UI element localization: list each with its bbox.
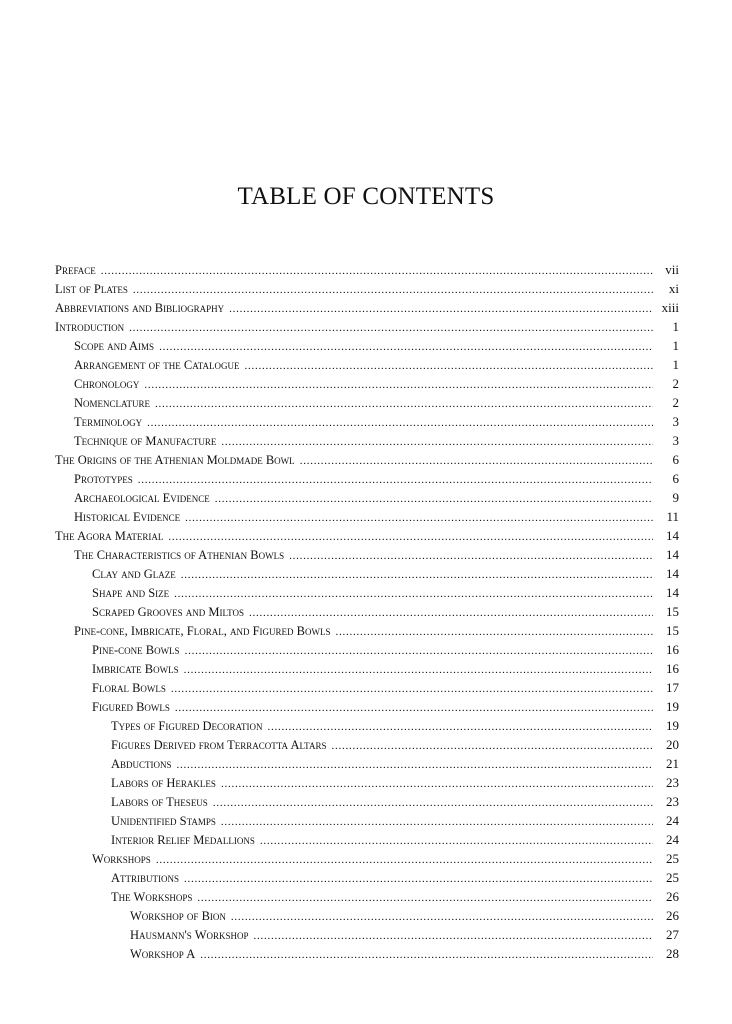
toc-entry: [55, 735, 679, 754]
dot-leader: [171, 680, 653, 699]
toc-entry: [55, 792, 679, 811]
toc-entry-label: Pine-cone Bowls: [92, 643, 180, 657]
toc-entry-page: 26: [666, 889, 679, 904]
dot-leader: [168, 528, 653, 547]
toc-entry-page: 14: [666, 547, 679, 562]
toc-entry-page: 2: [672, 395, 679, 410]
toc-entry-page: 3: [672, 433, 679, 448]
toc-entry-page: 1: [672, 338, 679, 353]
dot-leader: [289, 547, 653, 566]
toc-entry-page: 28: [666, 946, 679, 961]
toc-entry-page: 27: [666, 927, 679, 942]
toc-entry-page: 24: [666, 832, 679, 847]
toc-entry: [55, 469, 679, 488]
toc-entry: [55, 640, 679, 659]
toc-entry: [55, 298, 679, 317]
toc-entry: [55, 374, 679, 393]
dot-leader: [221, 775, 653, 794]
dot-leader: [260, 832, 653, 851]
toc-entry-label: Abbreviations and Bibliography: [55, 301, 225, 315]
toc-entry: [55, 944, 679, 963]
toc-entry: [55, 507, 679, 526]
toc-entry-page: 19: [666, 699, 679, 714]
toc-entry-label: List of Plates: [55, 282, 128, 296]
dot-leader: [213, 794, 653, 813]
toc-entry-page: 1: [672, 319, 679, 334]
toc-entry-label: Historical Evidence: [74, 510, 181, 524]
toc-list: [55, 260, 679, 963]
toc-entry-label: Prototypes: [74, 472, 133, 486]
dot-leader: [221, 433, 653, 452]
toc-entry: [55, 868, 679, 887]
toc-entry-page: 16: [666, 661, 679, 676]
toc-entry: [55, 925, 679, 944]
toc-entry: [55, 716, 679, 735]
toc-entry: [55, 317, 679, 336]
toc-entry: [55, 488, 679, 507]
toc-entry-label: Workshops: [92, 852, 151, 866]
toc-entry: [55, 260, 679, 279]
toc-entry: [55, 355, 679, 374]
toc-entry-label: The Workshops: [111, 890, 193, 904]
toc-entry: [55, 602, 679, 621]
dot-leader: [174, 585, 653, 604]
dot-leader: [336, 623, 653, 642]
page-title: TABLE OF CONTENTS: [237, 183, 495, 210]
toc-entry-page: xiii: [661, 300, 679, 315]
toc-entry: [55, 906, 679, 925]
toc-entry-page: 15: [666, 623, 679, 638]
toc-entry-label: Figures Derived from Terracotta Altars: [111, 738, 327, 752]
toc-entry-page: 23: [666, 775, 679, 790]
toc-entry: [55, 279, 679, 298]
toc-entry-label: Shape and Size: [92, 586, 170, 600]
toc-entry-page: 24: [666, 813, 679, 828]
toc-entry: [55, 697, 679, 716]
toc-entry: [55, 887, 679, 906]
toc-entry: [55, 450, 679, 469]
dot-leader: [129, 319, 653, 338]
dot-leader: [144, 376, 653, 395]
toc-entry-page: 14: [666, 585, 679, 600]
toc-entry-page: 6: [672, 471, 679, 486]
dot-leader: [185, 509, 653, 528]
toc-entry-label: Hausmann's Workshop: [130, 928, 249, 942]
dot-leader: [133, 281, 653, 300]
toc-entry-label: Interior Relief Medallions: [111, 833, 255, 847]
toc-entry-label: Figured Bowls: [92, 700, 170, 714]
dot-leader: [249, 604, 653, 623]
toc-entry-label: Abductions: [111, 757, 172, 771]
toc-entry-label: Floral Bowls: [92, 681, 166, 695]
dot-leader: [245, 357, 653, 376]
toc-entry: [55, 754, 679, 773]
toc-entry: [55, 811, 679, 830]
toc-entry-label: Scraped Grooves and Miltos: [92, 605, 244, 619]
dot-leader: [101, 262, 653, 281]
toc-entry-label: Technique of Manufacture: [74, 434, 217, 448]
toc-entry-page: xi: [668, 281, 679, 296]
toc-entry-page: 17: [666, 680, 679, 695]
dot-leader: [156, 851, 653, 870]
toc-entry-label: Preface: [55, 263, 96, 277]
toc-entry: [55, 621, 679, 640]
toc-entry-label: Attributions: [111, 871, 180, 885]
dot-leader: [221, 813, 653, 832]
toc-entry-label: Clay and Glaze: [92, 567, 176, 581]
toc-entry-page: 14: [666, 528, 679, 543]
toc-entry-label: The Characteristics of Athenian Bowls: [74, 548, 285, 562]
toc-entry-label: The Origins of the Athenian Moldmade Bowl: [55, 453, 295, 467]
toc-entry-label: Scope and Aims: [74, 339, 155, 353]
toc-entry-label: Terminology: [74, 415, 143, 429]
toc-entry-label: Labors of Theseus: [111, 795, 208, 809]
toc-entry: [55, 849, 679, 868]
toc-entry-label: Types of Figured Decoration: [111, 719, 263, 733]
dot-leader: [147, 414, 653, 433]
toc-entry: [55, 773, 679, 792]
toc-entry-label: Unidentified Stamps: [111, 814, 216, 828]
dot-leader: [300, 452, 653, 471]
toc-entry: [55, 431, 679, 450]
toc-entry-page: 9: [672, 490, 679, 505]
toc-entry-page: 20: [666, 737, 679, 752]
toc-entry-page: 1: [672, 357, 679, 372]
toc-entry: [55, 678, 679, 697]
dot-leader: [184, 661, 653, 680]
dot-leader: [159, 338, 653, 357]
toc-entry-label: Workshop of Bion: [130, 909, 226, 923]
toc-entry-page: 25: [666, 851, 679, 866]
toc-entry-page: 6: [672, 452, 679, 467]
dot-leader: [138, 471, 653, 490]
toc-entry-page: 14: [666, 566, 679, 581]
toc-entry-label: Archaeological Evidence: [74, 491, 210, 505]
toc-entry-label: Labors of Herakles: [111, 776, 216, 790]
dot-leader: [185, 642, 653, 661]
toc-entry: [55, 830, 679, 849]
toc-entry: [55, 583, 679, 602]
toc-entry-page: 16: [666, 642, 679, 657]
toc-entry: [55, 526, 679, 545]
toc-entry: [55, 412, 679, 431]
toc-entry: [55, 393, 679, 412]
dot-leader: [155, 395, 653, 414]
toc-entry-label: Introduction: [55, 320, 125, 334]
dot-leader: [181, 566, 653, 585]
toc-entry-label: Chronology: [74, 377, 140, 391]
dot-leader: [231, 908, 653, 927]
toc-entry-label: Arrangement of the Catalogue: [74, 358, 240, 372]
toc-entry-label: Pine-cone, Imbricate, Floral, and Figured Bowls: [74, 624, 331, 638]
dot-leader: [175, 699, 653, 718]
toc-entry-page: 23: [666, 794, 679, 809]
dot-leader: [268, 718, 654, 737]
toc-entry-page: 19: [666, 718, 679, 733]
toc-entry-label: Workshop A: [130, 947, 196, 961]
toc-entry: [55, 545, 679, 564]
toc-entry-label: Imbricate Bowls: [92, 662, 179, 676]
dot-leader: [215, 490, 653, 509]
dot-leader: [229, 300, 653, 319]
dot-leader: [254, 927, 654, 946]
toc-entry-page: 15: [666, 604, 679, 619]
toc-entry-page: 2: [672, 376, 679, 391]
toc-entry-page: vii: [665, 262, 679, 277]
dot-leader: [197, 889, 653, 908]
toc-entry-page: 11: [666, 509, 679, 524]
dot-leader: [184, 870, 653, 889]
toc-entry-label: The Agora Material: [55, 529, 164, 543]
toc-entry-page: 3: [672, 414, 679, 429]
toc-entry-page: 26: [666, 908, 679, 923]
toc-entry-page: 25: [666, 870, 679, 885]
dot-leader: [200, 946, 653, 965]
toc-entry-page: 21: [666, 756, 679, 771]
dot-leader: [331, 737, 653, 756]
toc-entry: [55, 336, 679, 355]
dot-leader: [177, 756, 653, 775]
toc-entry: [55, 659, 679, 678]
toc-entry: [55, 564, 679, 583]
toc-entry-label: Nomenclature: [74, 396, 151, 410]
